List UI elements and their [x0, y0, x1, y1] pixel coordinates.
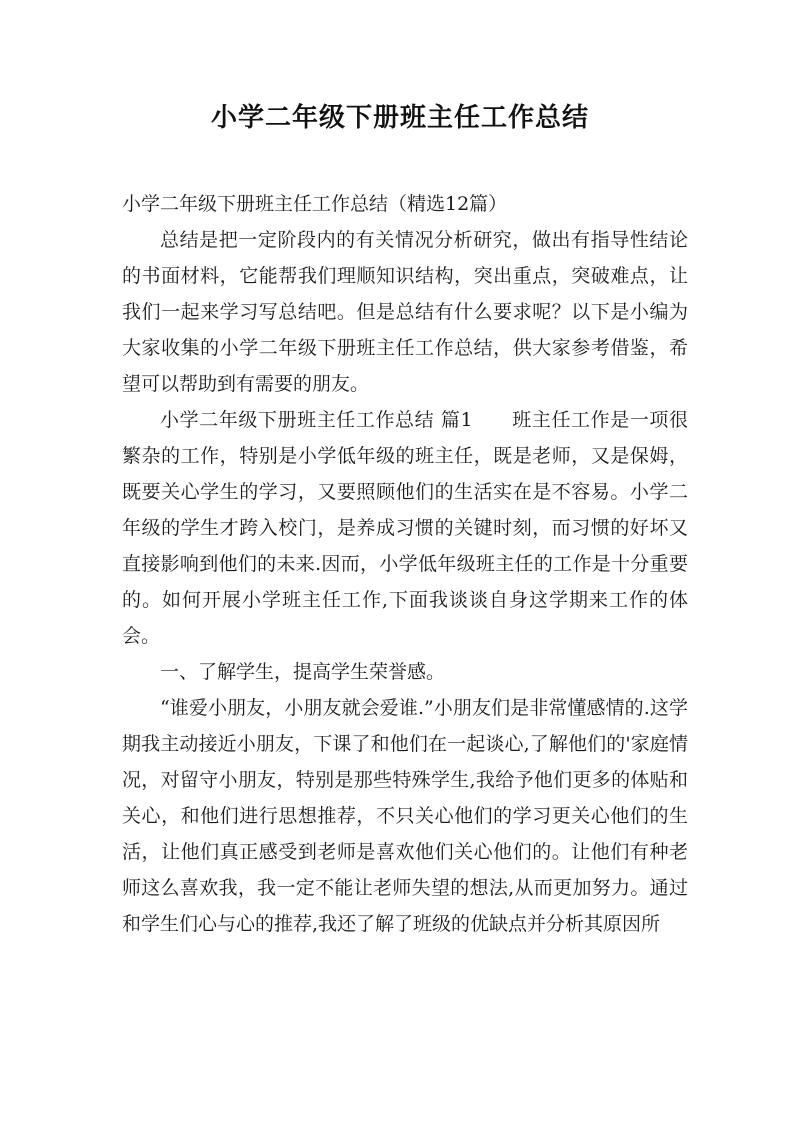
document-body — [122, 186, 688, 942]
chapter-one-paragraph: 小学二年级下册班主任工作总结 篇1 班主任工作是一项很繁杂的工作，特别是小学低年级的班主任，既是老师，又是保姆，既要关心学生的学习，又要照顾他们的生活实在是不容易。小学二年级的学生才跨入校门，是养成习惯的关键时刻，而习惯的好坏又直接影响到他们的未来.因而，小学低年级班主任的工作是十分重要的。如何开展小学班主任工作,下面我谈谈自身这学期来工作的体会。 — [122, 409, 688, 647]
document-title: 小学二年级下册班主任工作总结 — [210, 103, 589, 133]
section-heading: 一、了解学生，提高学生荣誉感。 — [160, 661, 446, 683]
intro-paragraph: 总结是把一定阶段内的有关情况分析研究，做出有指导性结论的书面材料，它能帮我们理顺知识结构，突出重点，突破难点，让我们一起来学习写总结吧。但是总结有什么要求呢？以下是小编为大家收集的小学二年级下册班主任工作总结，供大家参考借鉴，希望可以帮助到有需要的朋友。 — [122, 229, 688, 395]
section-body-paragraph: “谁爱小朋友，小朋友就会爱谁.”小朋友们是非常懂感情的.这学期我主动接近小朋友，下课了和他们在一起谈心,了解他们的'家庭情况，对留守小朋友，特别是那些特殊学生,我给予他们更多的体贴和关心，和他们进行思想推荐，不只关心他们的学习更关心他们的生活，让他们真正感受到老师是喜欢他们关心他们的。让他们有种老师这么喜欢我，我一定不能让老师失望的想法,从而更加努力。通过和学生们心与心的推荐,我还了解了班级的优缺点并分析其原因所 — [122, 697, 688, 935]
subtitle-paragraph: 小学二年级下册班主任工作总结（精选12篇） — [122, 193, 508, 215]
